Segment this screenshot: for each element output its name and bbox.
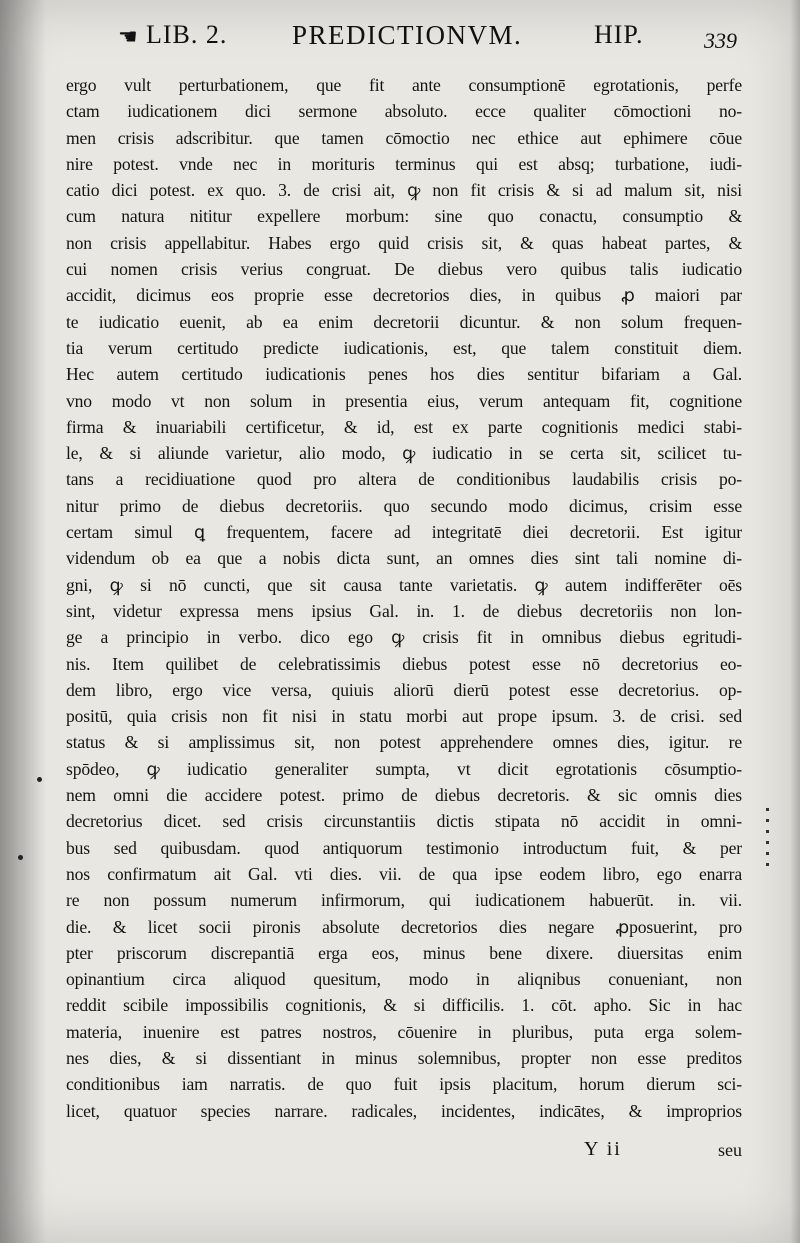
- ink-speck: [37, 777, 42, 782]
- text-line: ergo vult perturbationem, que fit ante consumptionē egrotationis, perfe: [66, 75, 742, 95]
- text-line: non crisis appellabitur. Habes ergo quid crisis sit, & quas habeat partes, &: [66, 232, 742, 253]
- text-line: spōdeo, ꝙ iudicatio generaliter sumpta, vt dicit egrotationis cōsumptio-: [66, 758, 742, 779]
- text-line: opinantium circa aliquod quesitum, modo in aliqnibus conueniant, non: [66, 969, 742, 990]
- text-line: le, & si aliunde varietur, alio modo, ꝙ iudicatio in se certa sit, scilicet tu-: [66, 443, 742, 464]
- text-line: ctam iudicationem dici sermone absoluto. ecce qualiter cōmoctioni no-: [66, 101, 742, 122]
- text-line: nos confirmatum ait Gal. vti dies. vii. de qua ipse eodem libro, ego enarra: [66, 863, 742, 884]
- text-line: Hec autem certitudo iudicationis penes hos dies sentitur bifariam a Gal.: [66, 364, 742, 385]
- text-line: materia, inuenire est patres nostros, cōuenire in pluribus, puta erga solem-: [66, 1021, 742, 1042]
- text-line: nitur primo de diebus decretoriis. quo secundo modo dicimus, crisim esse: [66, 495, 742, 516]
- text-line: bus sed quibusdam. quod antiquorum testimonio introductum fuit, & per: [66, 837, 742, 858]
- text-line: decretorius dicet. sed crisis circunstantiis dictis stipata nō accidit in omni-: [66, 811, 742, 832]
- catchword: seu: [718, 1140, 742, 1160]
- text-line: status & si amplissimus sit, non potest apprehendere omnes dies, igitur. re: [66, 732, 742, 753]
- text-line: catio dici potest. ex quo. 3. de crisi ait, ꝙ non fit crisis & si ad malum sit, nisi: [66, 180, 742, 201]
- text-line: certam simul ꝗ frequentem, facere ad integritatē diei decretorii. Est igitur: [66, 522, 742, 543]
- text-line: cui nomen crisis verius congruat. De diebus vero quibus talis iudicatio: [66, 259, 742, 280]
- text-line: nire potest. vnde nec in morituris terminus qui est absq; turbatione, iudi-: [66, 153, 742, 174]
- author-abbrev: HIP.: [594, 20, 644, 49]
- folio-number: 339: [704, 28, 737, 53]
- text-line: re non possum numerum infirmorum, qui iudicationem habuerūt. in. vii.: [66, 890, 742, 911]
- text-line: nis. Item quilibet de celebratissimis diebus potest esse nō decretorius eo-: [66, 653, 742, 674]
- text-line: dem libro, ergo vice versa, quiuis aliorū dierū potest esse decretorius. op-: [66, 679, 742, 700]
- text-line: conditionibus iam narratis. de quo fuit ipsis placitum, horum dierum sci-: [66, 1074, 742, 1095]
- text-line: sint, videtur expressa mens ipsius Gal. in. 1. de diebus decretoriis non lon-: [66, 600, 742, 621]
- text-line: firma & inuariabili certificetur, & id, est ex parte cognitionis medici stabi-: [66, 416, 742, 437]
- running-title: PREDICTIONVM.: [292, 20, 523, 50]
- margin-specks: [760, 800, 774, 920]
- ink-speck: [18, 855, 23, 860]
- signature-mark: Y ii: [584, 1138, 622, 1160]
- gutter-shadow: [0, 0, 46, 1243]
- text-line: videndum ob ea que a nobis dicta sunt, an omnes dies sint tali nomine di-: [66, 548, 742, 569]
- running-header: [116, 18, 740, 58]
- text-line: men crisis adscribitur. que tamen cōmoctio nec ethice aut ephimere cōue: [66, 127, 742, 148]
- text-line: reddit scibile impossibilis cognitionis, & si difficilis. 1. cōt. apho. Sic in hac: [66, 995, 742, 1016]
- page-footer: [66, 1138, 742, 1168]
- page-edge-shadow: [790, 0, 800, 1243]
- text-line: pter priscorum discrepantiā erga eos, minus bene dixere. diuersitas enim: [66, 942, 742, 963]
- text-line: tia verum certitudo predicte iudicationis, est, que talem constituit diem.: [66, 337, 742, 358]
- text-line: te iudicatio euenit, ab ea enim decretorii dicuntur. & non solum frequen-: [66, 311, 742, 332]
- pointing-hand-icon: ☚: [118, 24, 138, 49]
- text-line: nes dies, & si dissentiant in minus solemnibus, propter non esse preditos: [66, 1047, 742, 1068]
- text-line: accidit, dicimus eos proprie esse decretorios dies, in quibus ꝓ maiori par: [66, 285, 742, 306]
- book-number: LIB. 2.: [146, 20, 228, 49]
- text-block: [66, 72, 742, 1124]
- text-line: gni, ꝙ si nō cuncti, que sit causa tante varietatis. ꝙ autem indifferēter oēs: [66, 574, 742, 595]
- text-line: die. & licet socii pironis absolute decretorios dies negare ꝓposuerint, pro: [66, 916, 742, 937]
- text-line: tans a recidiuatione quod pro altera de conditionibus laudabilis crisis po-: [66, 469, 742, 490]
- text-line: positū, quia crisis non fit nisi in statu morbi aut prope ipsum. 3. de crisi. sed: [66, 706, 742, 727]
- text-line: vno modo vt non solum in presentia eius, verum antequam fit, cognitione: [66, 390, 742, 411]
- text-line: ge a principio in verbo. dico ego ꝙ crisis fit in omnibus diebus egritudi-: [66, 627, 742, 648]
- text-line: nem omni die accidere potest. primo de diebus decretoris. & sic omnis dies: [66, 785, 742, 806]
- text-line: licet, quatuor species narrare. radicales, incidentes, indicātes, & improprios: [66, 1100, 742, 1121]
- text-line: cum natura nititur expellere morbum: sine quo conactu, consumptio &: [66, 206, 742, 227]
